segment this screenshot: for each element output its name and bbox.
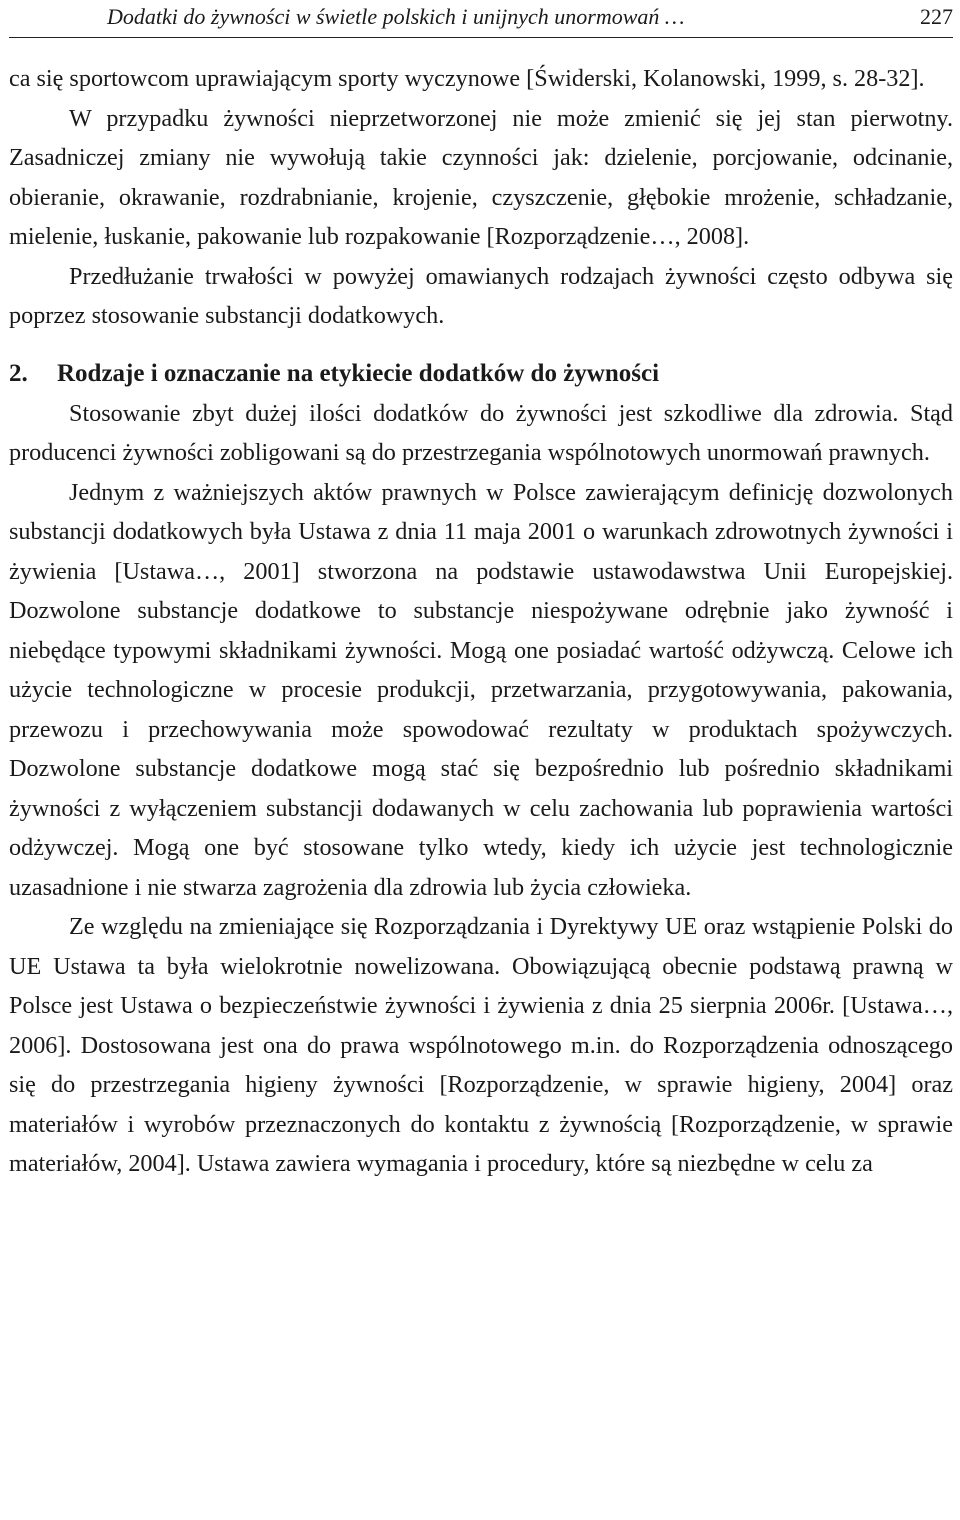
paragraph: Stosowanie zbyt dużej ilości dodatków do żywności jest szkodliwe dla zdrowia. Stąd producenci żywności zobligowani są do przestrzegania wspólnotowych unormowań prawnych. [9, 399, 953, 466]
paragraph: Jednym z ważniejszych aktów prawnych w Polsce zawierającym definicję dozwolonych substancji dodatkowych była Ustawa z dnia 11 maja 2001 o warunkach zdrowotnych żywności i żywienia [Ustawa…, 2001] stworzona na podstawie ustawodawstwa Unii Europejskiej. Dozwolone substancje dodatkowe to substancje niespożywane odrębnie jako żywność i niebędące typowymi składnikami żywności. Mogą one posiadać wartość odżywczą. Celowe ich użycie technologiczne w procesie produkcji, przetwarzania, przygotowywania, pakowania, przewozu i przechowywania może spowodować rezultaty w produktach spożywczych. Dozwolone substancje dodatkowe mogą stać się bezpośrednio lub pośrednio składnikami żywności z wyłączeniem substancji dodawanych w celu zachowania lub poprawienia wartości odżywczej. Mogą one być stosowane tylko wtedy, kiedy ich użycie jest technologicznie uzasadnione i nie stwarza zagrożenia dla zdrowia lub życia człowieka. [9, 478, 953, 901]
paragraph: Przedłużanie trwałości w powyżej omawianych rodzajach żywności często odbywa się poprzez stosowanie substancji dodatkowych. [9, 262, 953, 329]
paragraph: Ze względu na zmieniające się Rozporządzania i Dyrektywy UE oraz wstąpienie Polski do UE Ustawa ta była wielokrotnie nowelizowana. Obowiązującą obecnie podstawą prawną w Polsce jest Ustawa o bezpieczeństwie żywności i żywienia z dnia 25 sierpnia 2006r. [Ustawa…, 2006]. Dostosowana jest ona do prawa wspólnotowego m.in. do Rozporządzenia odnoszącego się do przestrzegania higieny żywności [Rozporządzenie, w sprawie higieny, 2004] oraz materiałów i wyrobów przeznaczonych do kontaktu z żywnością [Rozporządzenie, w sprawie materiałów, 2004]. Ustawa zawiera wymagania i procedury, które są niezbędne w celu za [9, 913, 953, 1177]
document-page [9, 0, 953, 1184]
paragraph: ca się sportowcom uprawiającym sporty wyczynowe [Świderski, Kolanowski, 1999, s. 28-32]. [9, 65, 925, 92]
paragraph: W przypadku żywności nieprzetworzonej nie może zmienić się jej stan pierwotny. Zasadniczej zmiany nie wywołują takie czynności jak: dzielenie, porcjowanie, odcinanie, obieranie, okrawanie, rozdrabnianie, krojenie, czyszczenie, głębokie mrożenie, schładzanie, mielenie, łuskanie, pakowanie lub rozpakowanie [Rozporządzenie…, 2008]. [9, 104, 953, 250]
body-text [9, 59, 953, 1184]
running-header [9, 0, 953, 38]
page-number: 227 [920, 4, 953, 29]
section-title: Rodzaje i oznaczanie na etykiecie dodatków do żywności [57, 359, 660, 387]
running-title: Dodatki do żywności w świetle polskich i unijnych unormowań … [107, 4, 685, 29]
section-number: 2. [9, 359, 28, 387]
section-heading [9, 354, 953, 394]
